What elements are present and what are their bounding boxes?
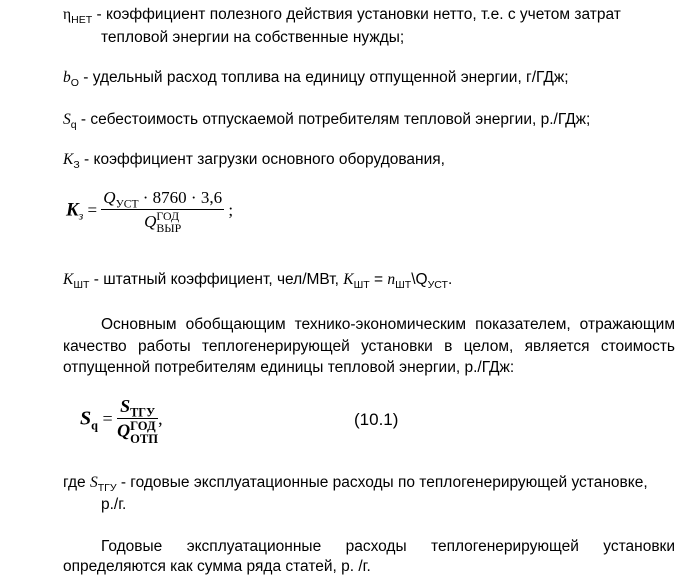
subscript-o: О	[70, 77, 79, 90]
definition-eta	[63, 6, 621, 27]
definition-sq-text: - себестоимость отпускаемой потребителям тепловой энергии, р./ГДж;	[76, 111, 591, 128]
symbol-k: K	[63, 151, 74, 168]
definition-sq	[63, 111, 591, 132]
subscript-net: НЕТ	[71, 14, 93, 27]
symbol-b: b	[63, 69, 71, 86]
where-clause: где $S_{ТГУ}$ - годовые эксплуатационные расходы по теплогенерирующей установке,	[63, 474, 648, 495]
definition-b0	[63, 69, 569, 90]
formula-kz	[66, 188, 233, 235]
paragraph-1-line-2: качество работы теплогенерирующей установки в целом, является стоимость	[63, 338, 675, 355]
subscript-q: q	[70, 119, 77, 132]
formula-sq-denominator: Q ГОД ОТП	[117, 419, 159, 446]
formula-kz-fraction	[101, 188, 224, 235]
equation-number: (10.1)	[354, 410, 399, 429]
formula-sq: $S_q$ = $S_{ТГУ}$ Q ГОД ОТП ,	[80, 396, 163, 446]
formula-kz-tail: ;	[224, 200, 234, 220]
subscript-z: З	[73, 159, 80, 172]
paragraph-1-line-3: отпущенной потребителям единицы тепловой энергии, р./ГДж:	[63, 359, 515, 376]
paragraph-2-line-1: Годовые эксплуатационные расходы теплогенерирующей установки	[101, 538, 675, 555]
definition-eta-continuation: тепловой энергии на собственные нужды;	[101, 29, 405, 46]
formula-kz-lhs: K	[66, 199, 79, 221]
symbol-s: S	[63, 111, 71, 128]
definition-kshtat: $K_{ШТ}$ - штатный коэффициент, чел/МВт, $K_{ШТ}$ = $n_{ШТ}\backslash Q_{УСТ}$.	[63, 271, 453, 292]
symbol-eta: η	[63, 6, 72, 23]
formula-sq-fraction	[117, 396, 158, 445]
definition-b0-text: - удельный расход топлива на единицу отпущенной энергии, г/ГДж;	[78, 69, 569, 86]
formula-kz-eq: =	[83, 200, 98, 220]
formula-sq-numerator: $S_{ТГУ}$	[120, 396, 156, 420]
formula-kz-denominator: Q ГОД ВЫР	[144, 209, 182, 235]
definition-eta-text: - коэффициент полезного действия установки нетто, т.е. с учетом затрат	[92, 6, 621, 23]
where-clause-continuation: р./г.	[101, 496, 127, 513]
paragraph-1-line-1: Основным обобщающим технико-экономическим показателем, отражающим	[101, 316, 675, 333]
formula-kz-numerator: $Q_{УСТ} \cdot 8760 \cdot 3,6$	[103, 188, 223, 211]
paragraph-2-line-2: определяются как сумма ряда статей, р. /г.	[63, 558, 371, 575]
formula-kz-lhs-sub: з	[78, 209, 84, 223]
definition-kz-text: - коэффициент загрузки основного оборудования,	[79, 151, 445, 168]
definition-kz	[63, 151, 445, 172]
